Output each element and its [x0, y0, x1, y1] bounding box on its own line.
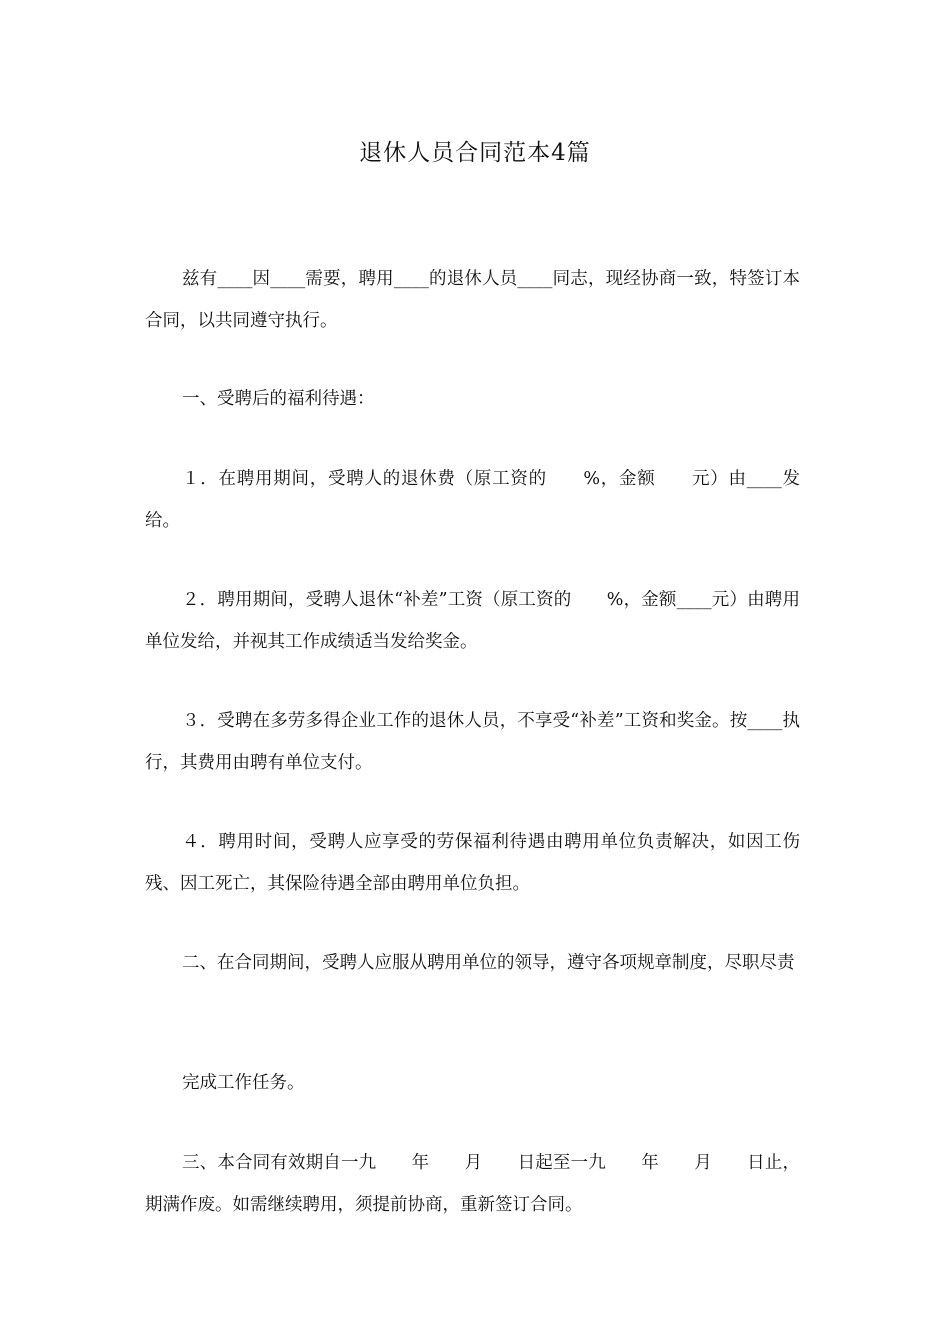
- paragraph-section-1: 一、受聘后的福利待遇：: [182, 389, 375, 409]
- paragraph-item-2: ２．聘用期间，受聘人退休“补差”工资（原工资的 %，金额____元）由聘用单位发给，并视其工作成绩适当发给奖金。: [145, 590, 800, 652]
- paragraph-item-1: １．在聘用期间，受聘人的退休费（原工资的 %，金额 元）由____发给。: [145, 469, 800, 531]
- paragraph-item-3: ３．受聘在多劳多得企业工作的退休人员，不享受“补差”工资和奖金。按____执行，其费用由聘有单位支付。: [145, 711, 800, 773]
- paragraph-section-3: 三、本合同有效期自一九 年 月 日起至一九 年 月 日止，期满作废。如需继续聘用，须提前协商，重新签订合同。: [145, 1153, 800, 1215]
- paragraph-section-2: 二、在合同期间，受聘人应服从聘用单位的领导，遵守各项规章制度，尽职尽责: [182, 953, 795, 973]
- paragraph-intro: 兹有____因____需要，聘用____的退休人员____同志，现经协商一致，特签订本合同，以共同遵守执行。: [145, 269, 800, 331]
- paragraph-item-4: ４．聘用时间，受聘人应享受的劳保福利待遇由聘用单位负责解决，如因工伤残、因工死亡，其保险待遇全部由聘用单位负担。: [145, 832, 800, 894]
- document-title: 退休人员合同范本4篇: [359, 140, 591, 166]
- paragraph-section-2-continued: 完成工作任务。: [182, 1073, 305, 1093]
